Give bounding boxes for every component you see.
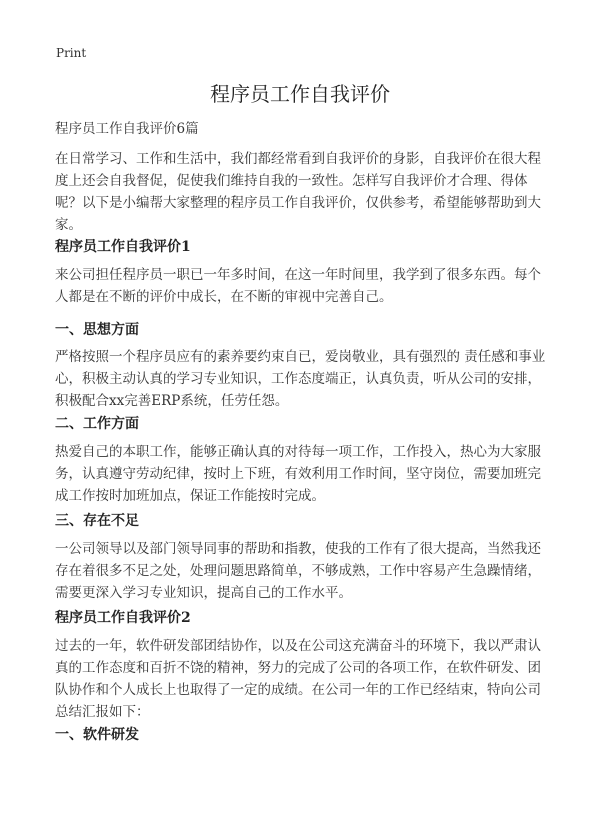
thought-paragraph: 严格按照一个程序员应有的素养要约束自已，爱岗敬业，具有强烈的 责任感和事业心，积极主动认真的学习专业知识，工作态度端正，认真负责，听从公司的安排，积极配合xx完善ERP系统，任劳任怨。	[55, 349, 546, 409]
section-heading-software-dev: 一、软件研发	[55, 727, 139, 743]
document-subtitle: 程序员工作自我评价6篇	[55, 121, 199, 137]
shortcomings-paragraph: 一公司领导以及部门领导同事的帮助和指教，使我的工作有了很大提高，当然我还存在着很多不足之处，处理问题思路简单，不够成熟，工作中容易产生急躁情绪，需要更深入学习专业知识，提高自己的工作水平。	[55, 541, 541, 601]
review-2-paragraph: 过去的一年，软件研发部团结协作，以及在公司这充满奋斗的环境下，我以严肃认真的工作态度和百折不饶的精神，努力的完成了公司的各项工作，在软件研发、团队协作和个人成长上也取得了一定的成绩。在公司一年的工作已经结束，特向公司总结汇报如下：	[55, 638, 541, 720]
page-title: 程序员工作自我评价	[210, 82, 390, 106]
section-heading-review-1: 程序员工作自我评价1	[55, 239, 191, 255]
section-heading-review-2: 程序员工作自我评价2	[55, 610, 191, 626]
print-link[interactable]: Print	[56, 46, 87, 60]
section-heading-shortcomings: 三、存在不足	[55, 513, 139, 529]
intro-paragraph: 在日常学习、工作和生活中，我们都经常看到自我评价的身影，自我评价在很大程度上还会自我督促，促使我们维持自我的一致性。怎样写自我评价才合理、得体呢？以下是小编帮大家整理的程序员工作自我评价，仅供参考，希望能够帮助到大家。	[55, 151, 541, 233]
section-heading-work: 二、工作方面	[55, 416, 139, 432]
review-1-paragraph: 来公司担任程序员一职已一年多时间，在这一年时间里，我学到了很多东西。每个人都是在不断的评价中成长，在不断的审视中完善自己。	[55, 267, 541, 305]
section-heading-thought: 一、思想方面	[55, 322, 139, 338]
work-paragraph: 热爱自己的本职工作，能够正确认真的对待每一项工作，工作投入，热心为大家服务，认真遵守劳动纪律，按时上下班，有效利用工作时间，坚守岗位，需要加班完成工作按时加班加点，保证工作能按时完成。	[55, 444, 541, 504]
